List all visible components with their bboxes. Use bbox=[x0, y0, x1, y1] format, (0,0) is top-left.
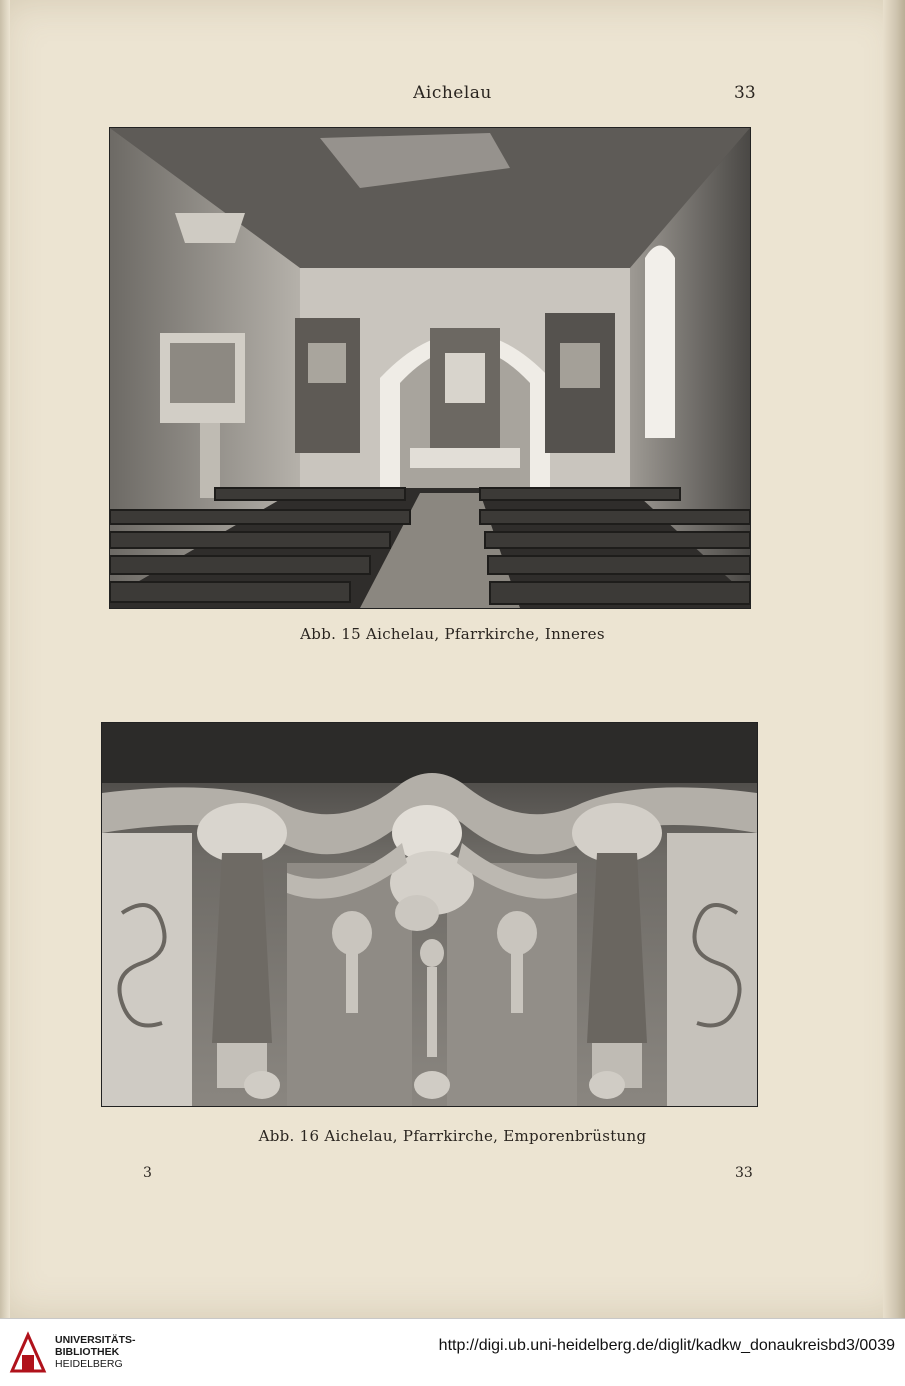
permalink-url[interactable]: http://digi.ub.uni-heidelberg.de/diglit/kadkw_donaukreisbd3/0039 bbox=[438, 1337, 895, 1354]
figure-16-caption: Abb. 16 Aichelau, Pfarrkirche, Emporenbrüstung bbox=[258, 1127, 647, 1145]
heidelberg-library-logo-icon bbox=[8, 1331, 48, 1375]
page-number-top: 33 bbox=[734, 83, 756, 103]
library-name bbox=[55, 1334, 136, 1370]
page-number-bottom: 33 bbox=[735, 1165, 753, 1181]
figure-15-caption: Abb. 15 Aichelau, Pfarrkirche, Inneres bbox=[300, 625, 605, 643]
gallery-balustrade-photo bbox=[101, 722, 758, 1107]
digitization-footer bbox=[0, 1318, 905, 1386]
library-name-line2: BIBLIOTHEK bbox=[55, 1346, 120, 1358]
page-edge-right bbox=[883, 0, 905, 1318]
signature-mark: 3 bbox=[143, 1165, 152, 1181]
page-edge-left bbox=[0, 0, 10, 1318]
church-interior-photo bbox=[109, 127, 751, 609]
running-head: Aichelau bbox=[413, 83, 492, 103]
library-name-line3: HEIDELBERG bbox=[55, 1358, 123, 1370]
library-name-line1: UNIVERSITÄTS- bbox=[55, 1334, 136, 1346]
